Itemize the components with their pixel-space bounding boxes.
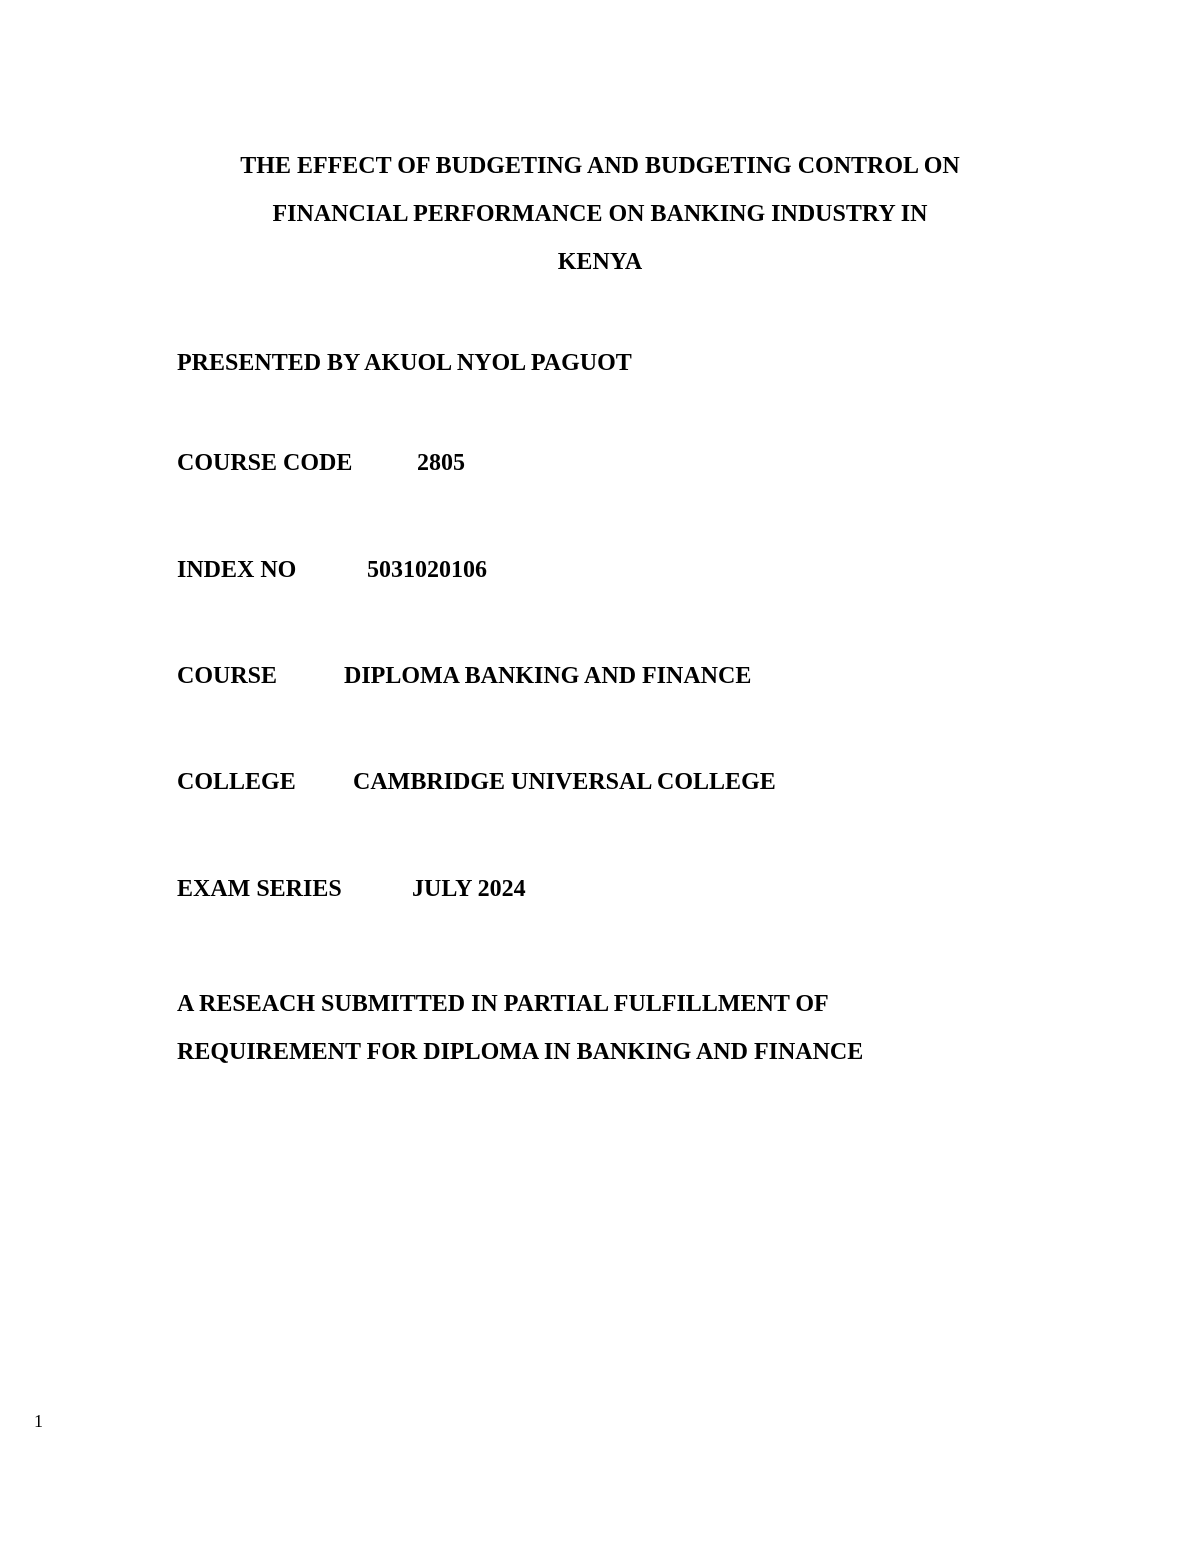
college-label: COLLEGE	[177, 769, 296, 795]
statement-line-1: A RESEACH SUBMITTED IN PARTIAL FULFILLMENT OF	[177, 991, 829, 1017]
title-line-1: THE EFFECT OF BUDGETING AND BUDGETING CONTROL ON	[240, 153, 960, 179]
index-no-label: INDEX NO	[177, 557, 297, 583]
page-number: 1	[34, 1411, 43, 1431]
exam-series-value: JULY 2024	[412, 876, 526, 902]
index-no-value: 5031020106	[367, 557, 487, 583]
exam-series-field	[177, 874, 526, 904]
course-value: DIPLOMA BANKING AND FINANCE	[344, 663, 752, 689]
index-no-field	[177, 555, 487, 585]
document-title	[150, 142, 1050, 286]
course-code-field	[177, 448, 465, 478]
title-line-3: KENYA	[557, 249, 643, 275]
title-line-2: FINANCIAL PERFORMANCE ON BANKING INDUSTRY IN	[272, 201, 928, 227]
exam-series-label: EXAM SERIES	[177, 876, 342, 902]
course-field	[177, 661, 751, 691]
presented-by: PRESENTED BY AKUOL NYOL PAGUOT	[177, 350, 632, 376]
statement-line-2: REQUIREMENT FOR DIPLOMA IN BANKING AND FINANCE	[177, 1039, 864, 1065]
college-value: CAMBRIDGE UNIVERSAL COLLEGE	[353, 769, 776, 795]
course-code-value: 2805	[417, 450, 465, 476]
college-field	[177, 767, 776, 797]
course-code-label: COURSE CODE	[177, 450, 353, 476]
course-label: COURSE	[177, 663, 278, 689]
submission-statement	[177, 980, 863, 1076]
